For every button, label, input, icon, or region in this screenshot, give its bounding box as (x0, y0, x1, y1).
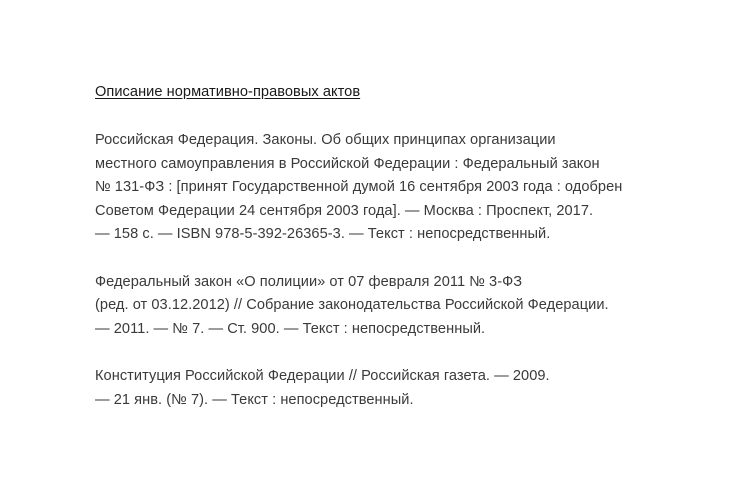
citation-line: Федеральный закон «О полиции» от 07 февраля 2011 № 3-ФЗ (95, 273, 523, 290)
citation-line: Советом Федерации 24 сентября 2003 года]. — Москва : Проспект, 2017. (95, 202, 594, 219)
citation-entry-3 (95, 365, 710, 412)
section-heading[interactable]: Описание нормативно-правовых актов (95, 84, 361, 100)
citation-line: Конституция Российской Федерации // Российская газета. — 2009. (95, 368, 550, 384)
citation-entry-2 (95, 271, 710, 342)
citation-line: местного самоуправления в Российской Федерации : Федеральный закон (95, 155, 600, 172)
citation-line: (ред. от 03.12.2012) // Собрание законодательства Российской Федерации. (95, 297, 609, 313)
citation-line: — 158 с. — ISBN 978-5-392-26365-3. — Текст : непосредственный. (95, 226, 551, 242)
citation-line: — 21 янв. (№ 7). — Текст : непосредственный. (95, 391, 414, 408)
citation-line: — 2011. — № 7. — Ст. 900. — Текст : непосредственный. (95, 320, 486, 337)
citation-entry-1 (95, 129, 710, 247)
citation-line: № 131-ФЗ : [принят Государственной думой 16 сентября 2003 года : одобрен (95, 179, 623, 195)
citation-line: Российская Федерация. Законы. Об общих принципах организации (95, 132, 556, 148)
